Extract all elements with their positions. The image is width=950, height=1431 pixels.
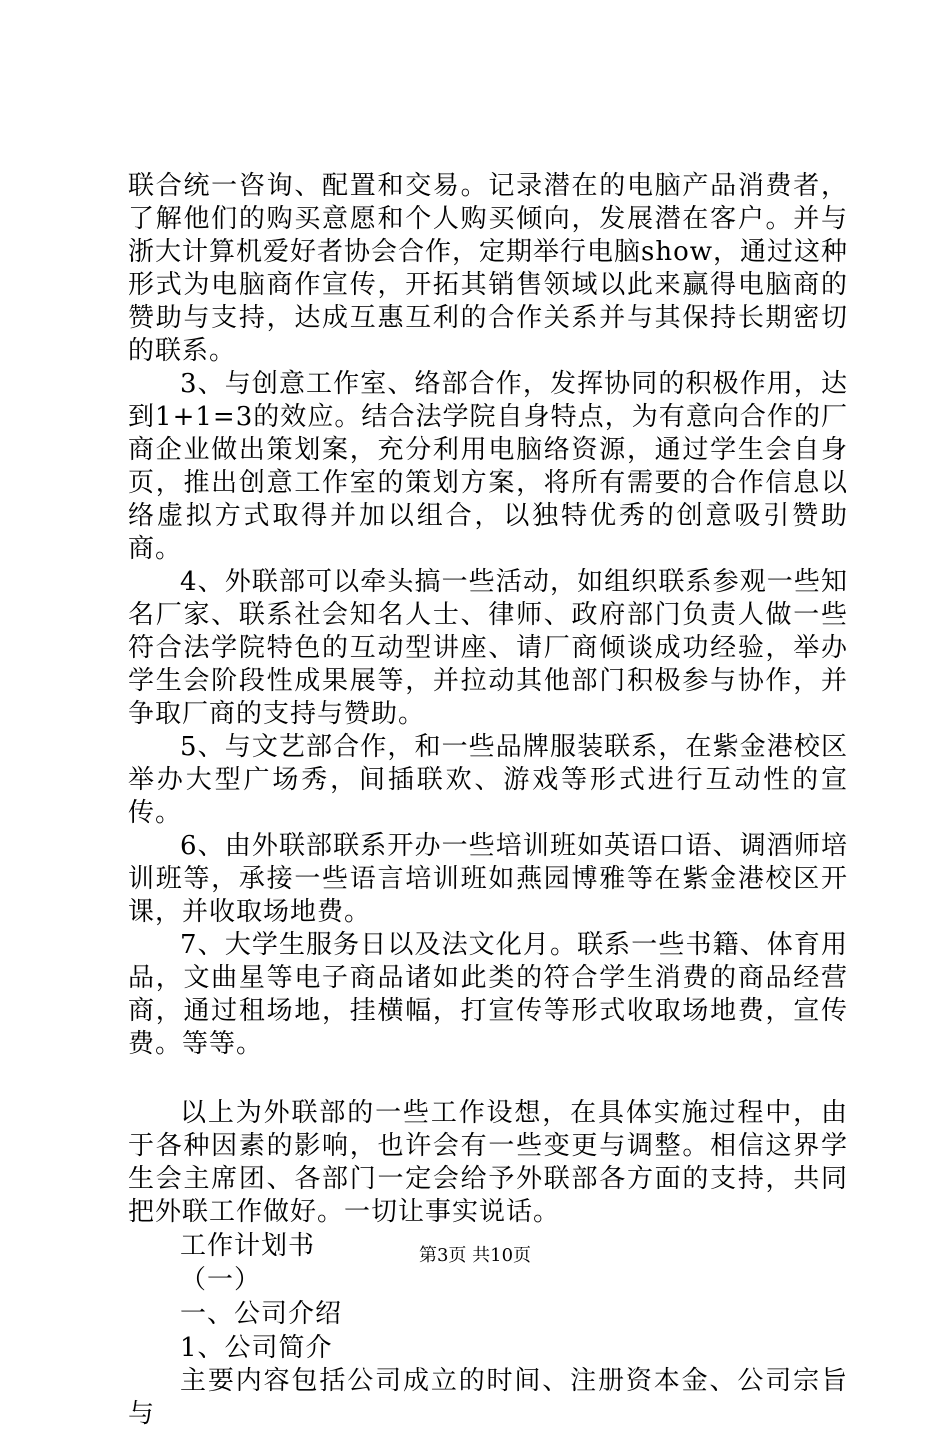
paragraph-summary: 以上为外联部的一些工作设想，在具体实施过程中，由于各种因素的影响，也许会有一些变更与调整。相信这界学生会主席团、各部门一定会给予外联部各方面的支持，共同把外联工作做好。一切让事实说话。	[128, 1098, 848, 1227]
paragraph-item-4: 4、外联部可以牵头搞一些活动，如组织联系参观一些知名厂家、联系社会知名人士、律师、政府部门负责人做一些符合法学院特色的互动型讲座、请厂商倾谈成功经验，举办学生会阶段性成果展等，并拉动其他部门积极参与协作，并争取厂商的支持与赞助。	[128, 567, 848, 729]
paragraph-item-5: 5、与文艺部合作，和一些品牌服装联系，在紫金港校区举办大型广场秀，间插联欢、游戏等形式进行互动性的宣传。	[128, 732, 848, 828]
paragraph-item-3: 3、与创意工作室、络部合作，发挥协同的积极作用，达到1+1=3的效应。结合法学院自身特点，为有意向合作的厂商企业做出策划案，充分利用电脑络资源，通过学生会自身页，推出创意工作室的策划方案，将所有需要的合作信息以络虚拟方式取得并加以组合，以独特优秀的创意吸引赞助商。	[128, 369, 848, 564]
heading-company-intro: 一、公司介绍	[180, 1299, 343, 1329]
page-number-footer: 第3页 共10页	[418, 1245, 532, 1266]
heading-part-one: （一）	[180, 1265, 262, 1295]
heading-work-plan: 工作计划书	[180, 1231, 316, 1261]
paragraph-gap	[128, 1061, 848, 1097]
paragraph-item-6: 6、由外联部联系开办一些培训班如英语口语、调酒师培训班等，承接一些语言培训班如燕园博雅等在紫金港校区开课，并收取场地费。	[128, 831, 848, 927]
paragraph-item-7: 7、大学生服务日以及法文化月。联系一些书籍、体育用品，文曲星等电子商品诸如此类的符合学生消费的商品经营商，通过租场地，挂横幅，打宣传等形式收取场地费，宣传费。等等。	[128, 930, 848, 1059]
paragraph-profile-content: 主要内容包括公司成立的时间、注册资本金、公司宗旨与	[128, 1366, 848, 1429]
paragraph-1: 联合统一咨询、配置和交易。记录潜在的电脑产品消费者，了解他们的购买意愿和个人购买倾向，发展潜在客户。并与浙大计算机爱好者协会合作，定期举行电脑show，通过这种形式为电脑商作宣传，开拓其销售领域以此来赢得电脑商的赞助与支持，达成互惠互利的合作关系并与其保持长期密切的联系。	[128, 171, 848, 366]
heading-company-profile: 1、公司简介	[180, 1333, 333, 1363]
document-body	[128, 170, 848, 1431]
